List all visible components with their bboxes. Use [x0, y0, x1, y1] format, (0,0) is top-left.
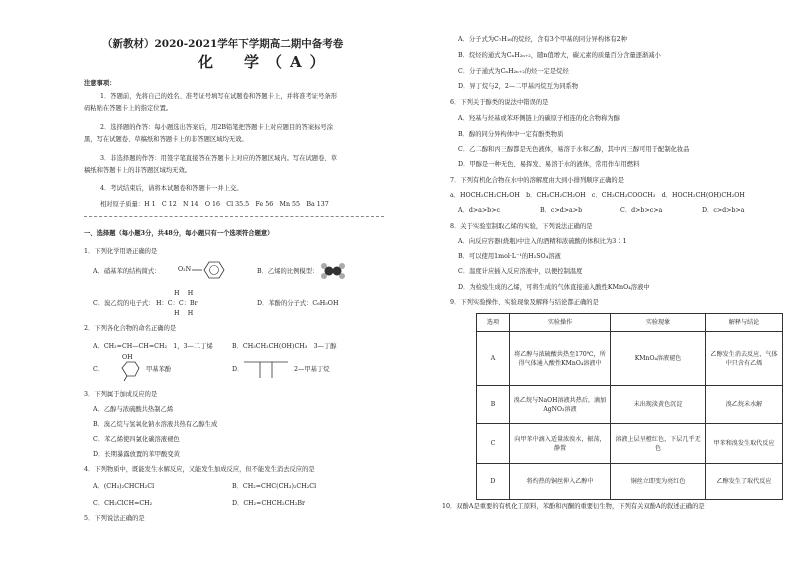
- q2-option-c: C．: [93, 366, 105, 373]
- q1c-row-2: H：C：C：Br: [156, 300, 198, 307]
- note-3b: 稿纸和答题卡上的非答题区域均无效。: [84, 167, 192, 174]
- table-cell: D: [477, 464, 510, 500]
- q1a-group-label: O₂N: [178, 266, 192, 273]
- table-row: [477, 386, 783, 424]
- q2c-oh-label: OH: [122, 354, 133, 361]
- methylphenol-structure-icon: [118, 360, 142, 382]
- q1c-row-1: H H: [174, 290, 194, 297]
- q7-option-d: D．c>d>b>a: [702, 207, 745, 214]
- table-cell: 乙醇发生了取代反应: [706, 464, 783, 500]
- q5-stem: 5．下列说法正确的是: [84, 515, 145, 522]
- table-cell: KMnO₄溶液褪色: [611, 332, 706, 386]
- q5-option-b: B．烷烃的通式为CₙH₂ₙ₊₂，随n值增大，碳元素的质量百分含量逐渐减小: [458, 52, 661, 59]
- q5-option-a: A．分子式为C₇H₁₆的烷烃，含有3个甲基的同分异构体有2种: [458, 36, 627, 43]
- q1-option-c: C．溴乙烷的电子式：: [93, 300, 155, 307]
- q5-option-c: C．分子通式为CₙH₂ₙ₊₂的烃一定是烷烃: [458, 68, 569, 75]
- table-cell: 甲苯和溴发生取代反应: [706, 424, 783, 464]
- table-cell: 乙醇发生消去反应，气体中只含有乙烯: [706, 332, 783, 386]
- q8-option-c: C．温度计应插入反应溶液中，以便控制温度: [458, 268, 583, 275]
- q3-option-b: B．溴乙烷与氢氧化钠水溶液共热有乙醇生成: [93, 421, 218, 428]
- table-cell: 向甲苯中滴入适量浓溴水，振荡，静置: [510, 424, 611, 464]
- q8-option-d: D．为检验生成的乙烯，可将生成的气体直接通入酸性KMnO₄溶液中: [458, 284, 650, 291]
- benzene-ring-icon: [192, 259, 232, 281]
- table-header-cell: 实验现象: [611, 314, 706, 332]
- q8-option-a: A．向反应容器(烧瓶)中注入的酒精和浓硫酸的体积比为3∶1: [458, 238, 627, 245]
- q2-stem: 2．下列各化合物的命名正确的是: [84, 325, 177, 332]
- table-row: [477, 424, 783, 464]
- table-cell: 未出现淡黄色沉淀: [611, 386, 706, 424]
- q7-option-b: B．c>d>a>b: [540, 207, 583, 214]
- q4-option-a: A．(CH₃)₂CHCH₂Cl: [93, 483, 155, 490]
- separator: [84, 216, 384, 217]
- q4-option-c: C．CH₂ClCH=CH₂: [93, 500, 153, 507]
- subject-title: 化 学（A）: [198, 53, 333, 71]
- q1c-row-3: H H: [174, 310, 194, 317]
- q3-stem: 3．下列属于加成反应的是: [84, 391, 158, 398]
- q6-option-d: D．甲醇是一种无色、易挥发、易溶于水的液体，常用作车用燃料: [458, 161, 640, 168]
- q3-option-d: D．长期暴露放置的苯甲酸变黄: [93, 451, 180, 458]
- q6-stem: 6．下列关于醇类的说法中错误的是: [450, 99, 549, 106]
- note-3a: 3．非选择题的作答：用签字笔直接答在答题卡上对应的答题区域内。写在试题卷、草: [100, 155, 337, 162]
- q1-option-a: A．硝基苯的结构简式：: [93, 268, 161, 275]
- methylbutane-structure-icon: [242, 354, 290, 380]
- q1-stem: 1．下列化学用语正确的是: [84, 248, 158, 255]
- q4-option-b: B．CH₂=CHC(CH₃)₂CH₂Cl: [232, 483, 317, 490]
- table-header-cell: 解释与结论: [706, 314, 783, 332]
- section-1-heading: 一、选择题（每小题3分，共48分，每小题只有一个选项符合题意）: [84, 230, 274, 237]
- q3-option-c: C．苯乙烯使四氯化碳溶液褪色: [93, 436, 180, 443]
- table-cell: 溴乙烷与NaOH溶液共热后，滴加AgNO₃溶液: [510, 386, 611, 424]
- q10-stem: 10．双酚A是重要的有机化工原料，苯酚和丙酮的重要衍生物，下列有关双酚A的叙述正确的是: [442, 503, 705, 510]
- q1-option-b: B．乙烯的比例模型：: [257, 268, 319, 275]
- table-row: [477, 464, 783, 500]
- q8-stem: 8．关于实验室制取乙烯的实验，下列说法正确的是: [450, 223, 593, 230]
- q9-table: [476, 313, 783, 500]
- q7-option-c: C．d>b>c>a: [620, 207, 663, 214]
- note-1a: 1．答题前，先将自己的姓名、准考证号填写在试题卷和答题卡上，并将准考证号条形: [100, 93, 337, 100]
- ethylene-model-icon: [320, 262, 346, 280]
- q3-option-a: A．乙醇与浓硫酸共热制乙烯: [93, 406, 174, 413]
- atomic-masses: 相对原子质量：H 1 C 12 N 14 O 16 Cl 35.5 Fe 56 Mn 55 Ba 137: [100, 201, 329, 208]
- table-row: [477, 332, 783, 386]
- q1-option-d: D．苯酚的分子式：C₆H₅OH: [257, 300, 339, 307]
- q6-option-a: A．羟基与烃基或苯环侧链上的碳原子相连的化合物称为醇: [458, 115, 620, 122]
- q2d-name: 2—甲基丁烷: [294, 366, 330, 373]
- q7-option-a: A．d>a>b>c: [458, 207, 501, 214]
- table-cell: C: [477, 424, 510, 464]
- q7-stem: 7．下列有机化合物在水中的溶解度由大到小排列顺序正确的是: [450, 177, 625, 184]
- table-cell: 溶液上层呈橙红色，下层几乎无色: [611, 424, 706, 464]
- q2c-name: 甲基苯酚: [146, 366, 172, 373]
- q7-compounds: a．HOCH₂CH₂CH₂OH b．CH₃CH₂CH₂OH c．CH₃CH₂COOCH₃ d．HOCH₂CH(OH)CH₂OH: [450, 192, 745, 199]
- q4-stem: 4．下列物质中，既能发生水解反应，又能发生加成反应，但不能发生消去反应的是: [84, 466, 315, 473]
- table-cell: 溴乙烷未水解: [706, 386, 783, 424]
- table-cell: 将乙醇与浓硫酸共热至170℃，所得气体通入酸性KMnO₄溶液中: [510, 332, 611, 386]
- table-cell: 铜丝立即变为亮红色: [611, 464, 706, 500]
- note-1b: 码粘贴在答题卡上的指定位置。: [84, 105, 173, 112]
- notes-heading: 注意事项：: [84, 80, 116, 87]
- table-cell: A: [477, 332, 510, 386]
- note-2a: 2．选择题的作答：每小题选出答案后，用2B铅笔把答题卡上对应题目的答案标号涂: [100, 124, 334, 131]
- note-2b: 黑，写在试题卷、草稿纸和答题卡上的非答题区域均无效。: [84, 136, 248, 143]
- table-cell: 将灼热的铜丝伸入乙醇中: [510, 464, 611, 500]
- table-header-row: [477, 314, 783, 332]
- q5-option-d: D．异丁烷与2，2—二甲基丙烷互为同系物: [458, 83, 579, 90]
- q4-option-d: D．CH₂=CHCH₂CH₂Br: [232, 500, 306, 507]
- exam-title: （新教材）2020-2021学年下学期高二期中备考卷: [102, 38, 344, 50]
- table-header-cell: 选项: [477, 314, 510, 332]
- q2-option-a: A．CH₂=CH—CH=CH₂ 1，3—二丁烯: [93, 343, 213, 350]
- q6-option-b: B．醇的同分异构体中一定有酚类物质: [458, 131, 564, 138]
- q2-option-d: D．: [232, 366, 244, 373]
- table-cell: B: [477, 386, 510, 424]
- q6-option-c: C．乙二醇和丙三醇都是无色液体，易溶于水和乙醇，其中丙三醇可用于配制化妆品: [458, 146, 690, 153]
- table-header-cell: 实验操作: [510, 314, 611, 332]
- note-4: 4．考试结束后，请将本试题卷和答题卡一并上交。: [100, 185, 243, 192]
- q9-stem: 9．下列实验操作、实验现象及解释与结论都正确的是: [450, 299, 599, 306]
- q2-option-b: B．CH₃CH₂CH(OH)CH₃ 3—丁醇: [232, 343, 337, 350]
- q8-option-b: B．可以使用1mol·L⁻¹的H₂SO₄溶液: [458, 253, 561, 260]
